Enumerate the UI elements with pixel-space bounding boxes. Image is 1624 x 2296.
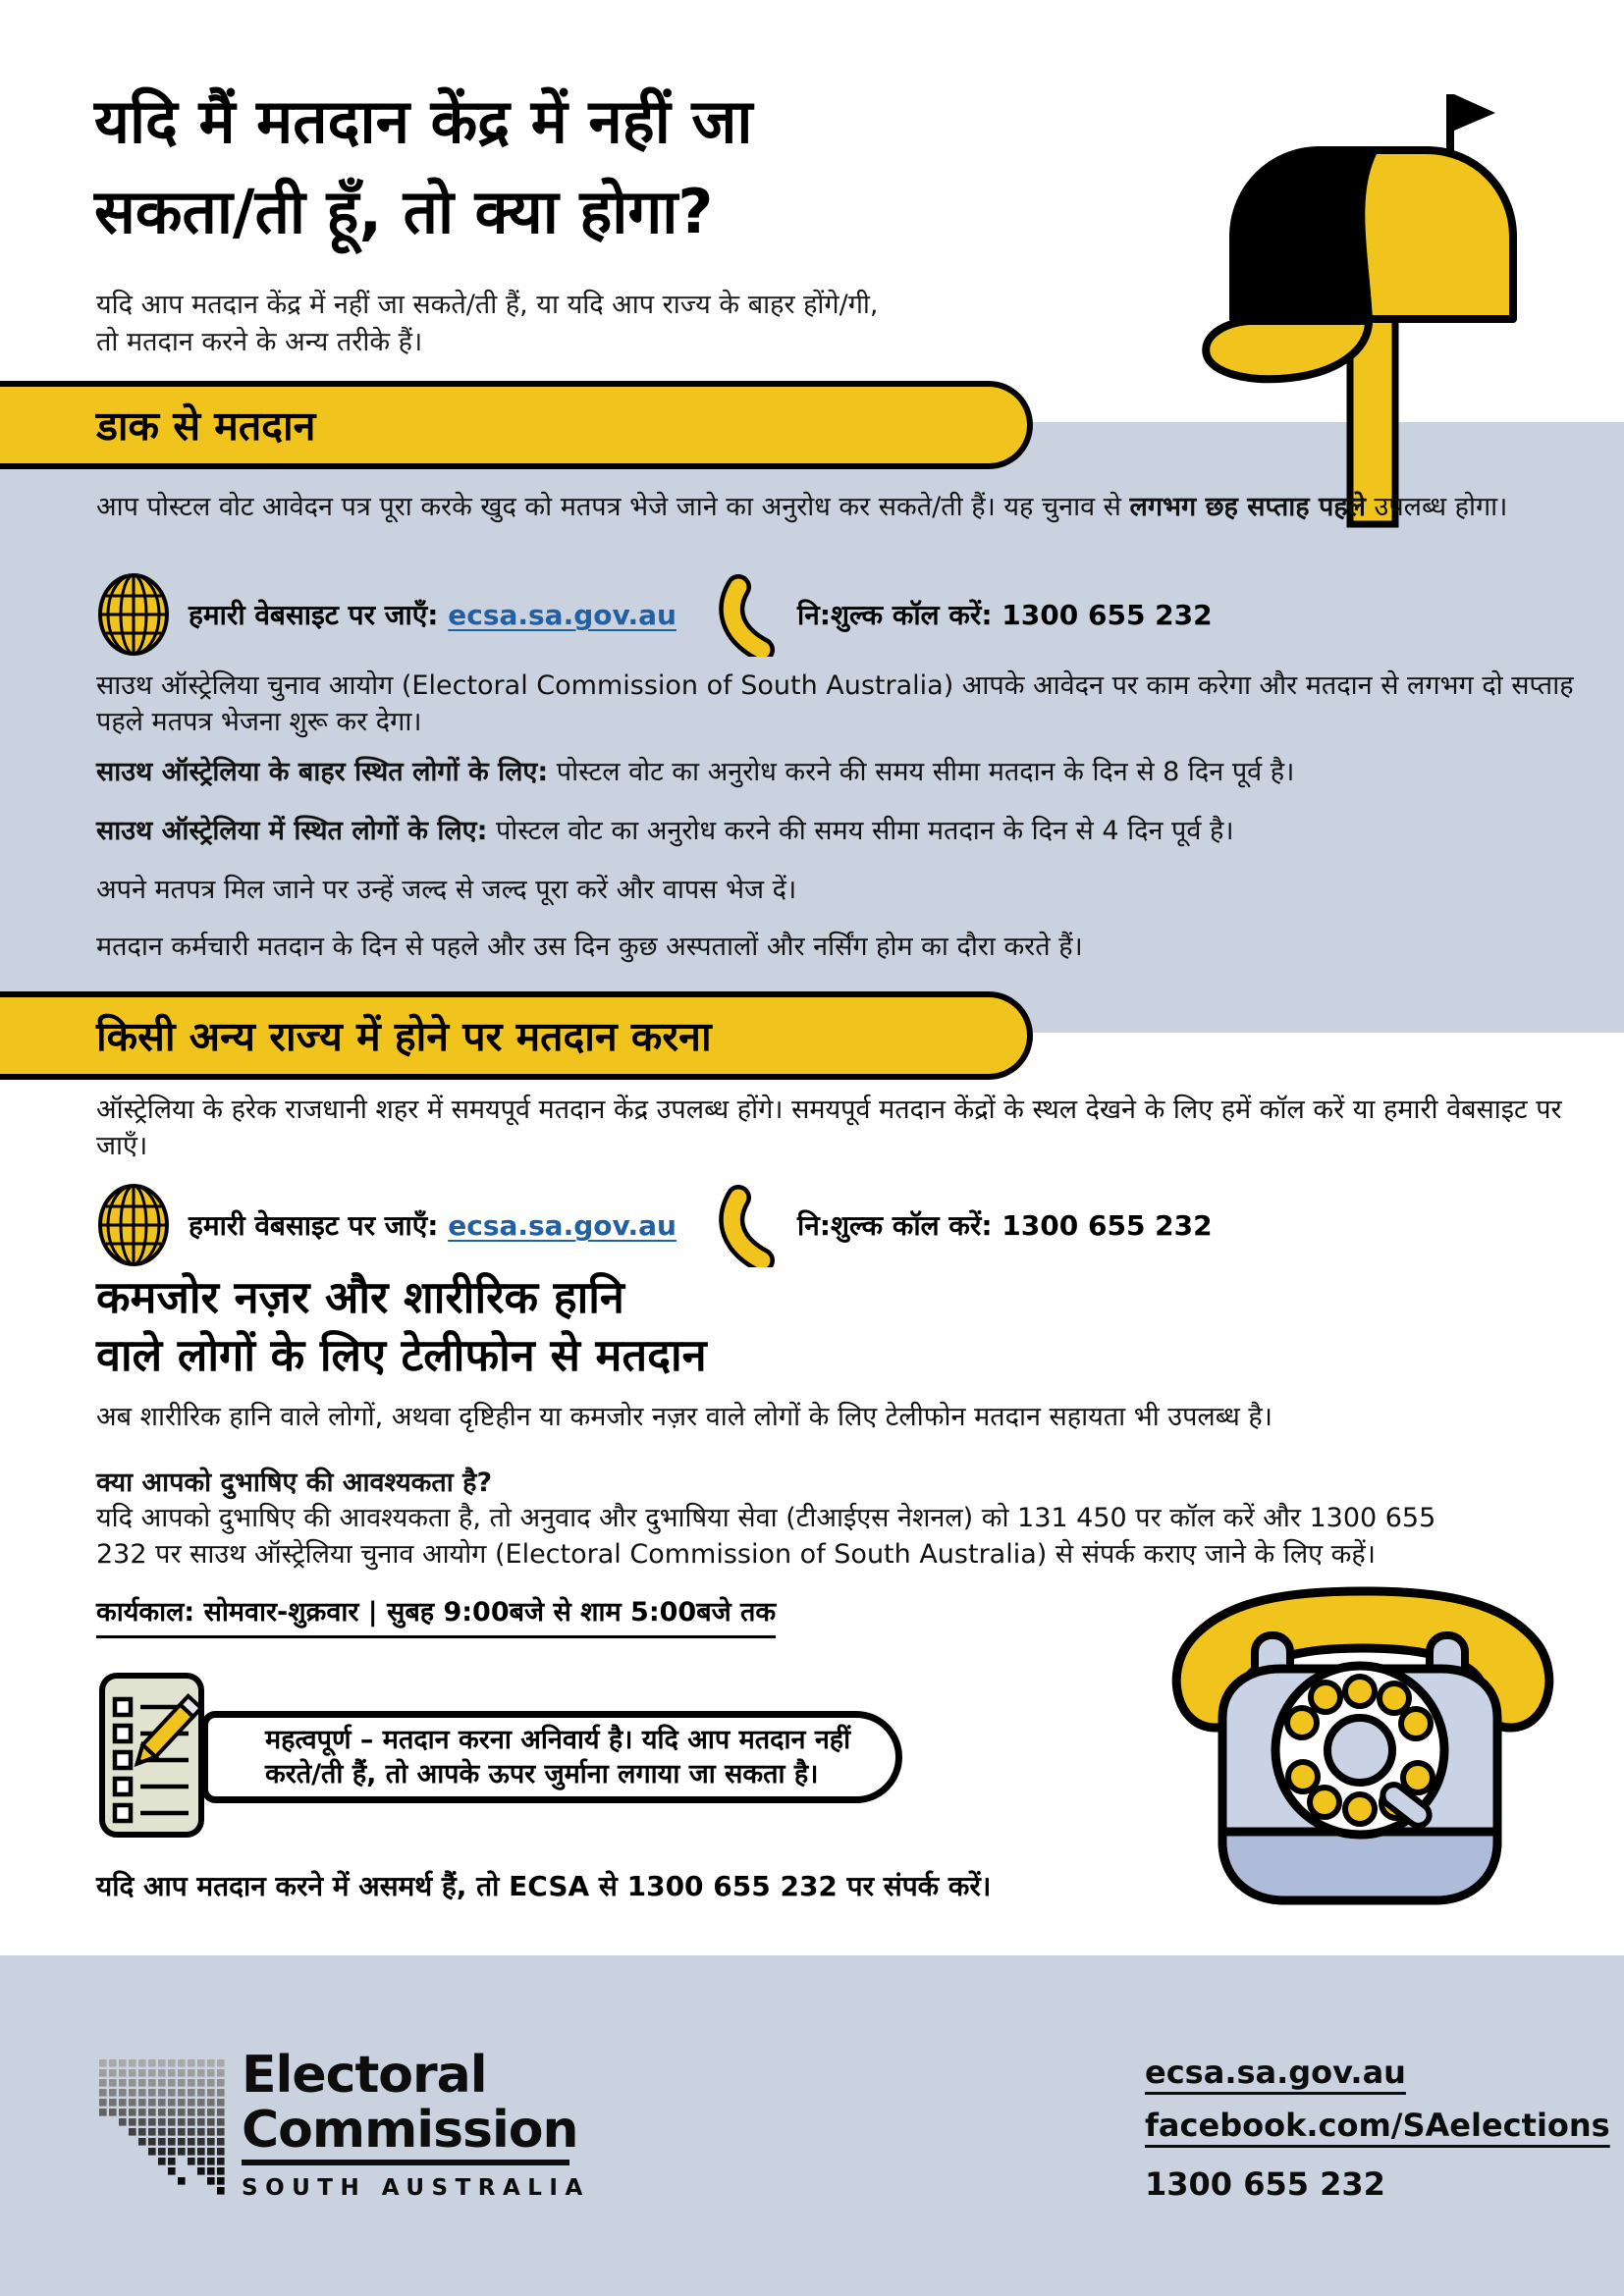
logo-divider [242, 2160, 569, 2165]
website-link[interactable]: ecsa.sa.gov.au [448, 599, 677, 631]
freecall-label: नि:शुल्क कॉल करें: 1300 655 232 [797, 1209, 1213, 1242]
banner-postal-voting-label: डाक से मतदान [96, 402, 316, 450]
postal-paragraph-hospitals: मतदान कर्मचारी मतदान के दिन से पहले और उस दिन कुछ अस्पतालों और नर्सिंग होम का दौरा करते हैं। [96, 932, 1083, 962]
telephone-voting-heading: कमजोर नज़र और शारीरिक हानि वाले लोगों के लिए टेलीफोन से मतदान [96, 1271, 707, 1381]
page-title [94, 77, 752, 257]
office-hours: कार्यकाल: सोमवार-शुक्रवार | सुबह 9:00बजे से शाम 5:00बजे तक [96, 1592, 776, 1638]
interpreter-heading: क्या आपको दुभाषिए की आवश्यकता है? [96, 1468, 493, 1498]
postal-paragraph-inside-sa: साउथ ऑस्ट्रेलिया में स्थित लोगों के लिए: पोस्टल वोट का अनुरोध करने की समय सीमा मतदान के दिन से 4 दिन पूर्व है। [96, 816, 1234, 846]
important-note-text: महत्वपूर्ण – मतदान करना अनिवार्य है। यदि आप मतदान नहीं करते/ती हैं, तो आपके ऊपर जुर्माना लगाया जा सकता है। [265, 1725, 851, 1789]
checklist-pencil-icon [98, 1672, 208, 1841]
phone-handset-icon [719, 1185, 780, 1267]
website-link[interactable]: ecsa.sa.gov.au [448, 1209, 677, 1242]
banner-interstate-voting [0, 991, 1033, 1080]
freecall-label: नि:शुल्क कॉल करें: 1300 655 232 [797, 599, 1213, 631]
globe-icon [96, 1183, 171, 1267]
mailbox-icon [1186, 84, 1532, 528]
postal-paragraph-outside-sa: साउथ ऑस्ट्रेलिया के बाहर स्थित लोगों के लिए: पोस्टल वोट का अनुरोध करने की समय सीमा मतदान के दिन से 8 दिन पूर्व है। [96, 757, 1295, 787]
interpreter-paragraph: यदि आपको दुभाषिए की आवश्यकता है, तो अनुवाद और दुभाषिया सेवा (टीआईएस नेशनल) को 131 450 पर कॉल करें और 1300 655 232 पर साउथ ऑस्ट्रेलिया चुनाव आयोग (Electoral Commission of South Australia) से संपर्क कराए जाने के लिए कहें। [96, 1503, 1436, 1570]
rotary-telephone-icon [1157, 1578, 1573, 1916]
website-label: हमारी वेबसाइट पर जाएँ: ecsa.sa.gov.au [189, 599, 677, 631]
contact-row-interstate [0, 1183, 1624, 1269]
telephone-voting-paragraph: अब शारीरिक हानि वाले लोगों, अथवा दृष्टिहीन या कमजोर नज़र वाले लोगों के लिए टेलीफोन मतदान सहायता भी उपलब्ध है। [96, 1402, 1272, 1432]
ecsa-logo-subtitle: SOUTH AUSTRALIA [242, 2175, 590, 2201]
important-note-box [201, 1711, 902, 1803]
contact-row-postal [0, 572, 1624, 659]
website-label: हमारी वेबसाइट पर जाएँ: ecsa.sa.gov.au [189, 1209, 677, 1242]
ecsa-logo-map-icon [99, 2059, 229, 2199]
postal-paragraph-processing: साउथ ऑस्ट्रेलिया चुनाव आयोग (Electoral Commission of South Australia) आपके आवेदन पर काम करेगा और मतदान से लगभग दो सप्ताह पहले मतपत्र भेजना शुरू कर देगा। [96, 670, 1574, 737]
page-title-line1: यदि मैं मतदान केंद्र में नहीं जा [94, 85, 753, 157]
banner-postal-voting [0, 381, 1033, 469]
ecsa-logo-wordmark: Electoral Commission [242, 2046, 578, 2160]
banner-interstate-voting-label: किसी अन्य राज्य में होने पर मतदान करना [96, 1013, 712, 1060]
globe-icon [96, 572, 171, 657]
postal-paragraph-return: अपने मतपत्र मिल जाने पर उन्हें जल्द से जल्द पूरा करें और वापस भेज दें। [96, 875, 797, 905]
page-title-line2: सकता/ती हूँ, तो क्या होगा? [94, 176, 714, 247]
unable-to-vote-note: यदि आप मतदान करने में असमर्थ हैं, तो ECSA से 1300 655 232 पर संपर्क करें। [96, 1870, 992, 1902]
interstate-paragraph: ऑस्ट्रेलिया के हरेक राजधानी शहर में समयपूर्व मतदान केंद्र उपलब्ध होंगे। समयपूर्व मतदान केंद्रों के स्थल देखने के लिए हमें कॉल करें या हमारी वेबसाइट पर जाएँ। [96, 1095, 1562, 1161]
page-subtitle: यदि आप मतदान केंद्र में नहीं जा सकते/ती हैं, या यदि आप राज्य के बाहर होंगे/गी, तो मतदान करने के अन्य तरीके हैं। [96, 290, 879, 357]
footer-phone-number: 1300 655 232 [1145, 2165, 1385, 2203]
footer-facebook-link[interactable]: facebook.com/SAelections [1145, 2107, 1610, 2144]
footer-website-link[interactable]: ecsa.sa.gov.au [1145, 2054, 1406, 2091]
phone-handset-icon [719, 574, 780, 657]
postal-intro-paragraph: आप पोस्टल वोट आवेदन पत्र पूरा करके खुद को मतपत्र भेजे जाने का अनुरोध कर सकते/ती हैं। यह चुनाव से लगभग छह सप्ताह पहले उपलब्ध होगा। [96, 492, 1508, 522]
